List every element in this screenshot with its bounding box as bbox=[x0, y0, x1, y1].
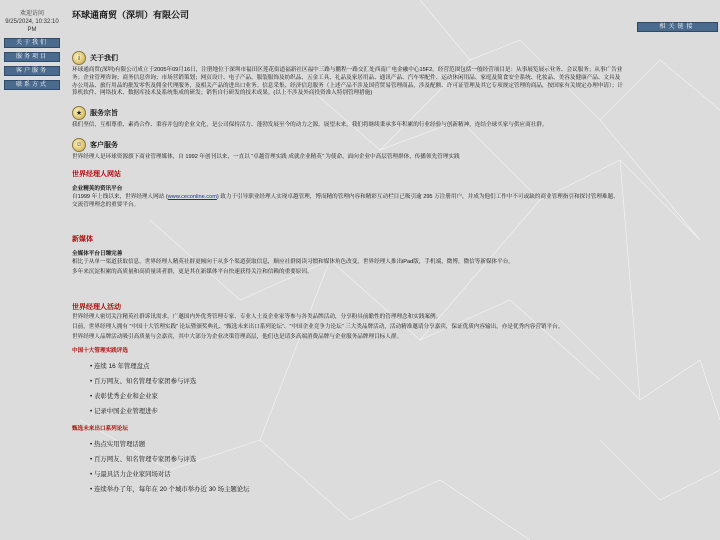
media-text-2: 多年来沉淀积累的高质量和高质量读者群，更是其在新媒体平台快速获得关注和信赖的重要原因。 bbox=[72, 269, 313, 276]
info-icon: i bbox=[72, 51, 86, 65]
left-nav bbox=[0, 38, 64, 90]
main-content bbox=[72, 8, 624, 497]
customer-title: 客户服务 bbox=[90, 141, 118, 149]
left-sidebar bbox=[0, 10, 64, 90]
nav-about-us[interactable]: 关于我们 bbox=[4, 38, 60, 48]
list-item: • 与最具活力企业家同场对话 bbox=[90, 467, 624, 482]
list-item: • 记录中国企业管理进步 bbox=[90, 404, 624, 419]
top10-title: 中国十大管理实践评选 bbox=[72, 348, 128, 355]
events-text-1: 世界经理人密切关注精英社群诉讯需求，广邀国内外优秀管理专家、专业人士及企业家等参与各类品牌活动，分享粉具前瞻性的管理理念和实践案例。 bbox=[72, 313, 442, 320]
website-text-before: 自1999 年上线以来，世界经理人网站 ( bbox=[72, 193, 168, 200]
welcome-datetime: 9/25/2024, 10:32:10 PM bbox=[5, 19, 59, 33]
list-item: • 百万网友、知名管理专家团参与评选 bbox=[90, 374, 624, 389]
media-title: 新媒体 bbox=[72, 236, 93, 244]
nav-customer-service[interactable]: 客户服务 bbox=[4, 66, 60, 76]
events-text-3: 世界经理人品牌活动吸引高质量与会嘉宾，其中大部分为企业决策管理高层，他们也是请多高端消费品牌与企业服务品牌理目标人群。 bbox=[72, 333, 403, 340]
list-item: • 热点实用管理话题 bbox=[90, 437, 624, 452]
website-text-after: ) 致力于引导职业经理人实现卓越管理，博而精的管理内容和精彩互动栏目已吸引逾 295 万注册用户，并成为他们工作中不可或缺的商业管理指引和探讨管理难题、交流管理理念的重要平台。 bbox=[72, 193, 619, 208]
service-section-header bbox=[72, 106, 624, 120]
events-text-2: 目前，世界经理人拥有 “中国十大管理实践” 论坛暨颁奖典礼、“甄选未来出口系列论坛”、“中国企业竞争力论坛” 三大类品牌活动，活动精准邀请分享嘉宾，保证优质内容输出，亦是优秀内容营销平台。 bbox=[72, 323, 564, 330]
service-title: 服务宗旨 bbox=[90, 110, 118, 118]
customer-text: 世界经理人是环球资源旗下商业管理媒体，自 1992 年创刊以来，一直以 “卓越管理实践 成就企业精英” 为使命，面向企业中高层管理群体，传播领先管理实践 bbox=[72, 153, 460, 160]
service-icon: ★ bbox=[72, 106, 86, 120]
website-subhead: 企业精英的资讯平台 bbox=[72, 185, 123, 192]
about-title: 关于我们 bbox=[90, 55, 118, 62]
related-links-button[interactable]: 相关链接 bbox=[637, 22, 718, 32]
about-section-header bbox=[72, 51, 624, 65]
company-name: 环球通商贸（深圳）有限公司 bbox=[72, 10, 190, 20]
nav-services[interactable]: 服务项目 bbox=[4, 52, 60, 62]
nav-contact[interactable]: 联系方式 bbox=[4, 80, 60, 90]
customer-section-header bbox=[72, 138, 624, 152]
welcome-title: 欢迎访问 bbox=[19, 11, 44, 17]
customer-icon: ☺ bbox=[72, 138, 86, 152]
top10-list bbox=[90, 359, 624, 419]
media-subhead: 全媒体平台日臻完善 bbox=[72, 251, 123, 258]
future-list bbox=[90, 437, 624, 497]
list-item: • 表彰优秀企业和企业家 bbox=[90, 389, 624, 404]
events-title: 世界经理人活动 bbox=[72, 303, 121, 311]
website-text bbox=[72, 194, 624, 210]
about-text: 环球通商贸(深圳)有限公司成立于2005年09月16日，注册地位于深圳市福田区莲花街道福新社区福中三路与鹏程一路交汇处西南广电金融中心15F2。经营范围包括一般经营项目是：从事展览展示业务、会议服务；从事广告业务；企业管理咨询；商务信息咨询；市场营销策划；网页设计、电子产品、服装服饰及纺织品、五金工具、礼品及家居用品、通讯产品、汽车零配件、运动休闲用品、家庭及简食安全系统、化妆品、美容及健康产品、文具及办公用品、旅行用品的批发零售及佣金代理服务，及相关产品的进出口业务。信息采集、经济信息服务（上述产品不涉及国营贸易管理商品，涉及配额、许可证管理及其它专项规定管理的商品，按国家有关规定办理申请）；计算机软件、网络技术、数据库技术及系统集成的研发；销售自行研发的技术成果。(以上不涉及外商投资准入特别管理措施) bbox=[72, 67, 623, 97]
ceconline-link[interactable]: www.ceconline.com bbox=[167, 193, 217, 200]
list-item: • 百万网友、知名管理专家团参与评选 bbox=[90, 452, 624, 467]
future-title: 甄选未来出口系列论坛 bbox=[72, 426, 128, 433]
list-item: • 连续举办了年，每年在 20 个城市举办近 30 场主题论坛 bbox=[90, 482, 624, 497]
website-title: 世界经理人网站 bbox=[72, 170, 121, 178]
list-item: • 连续 16 年管理盘点 bbox=[90, 359, 624, 374]
service-text: 我们坚信，互相尊重、素尚合作、秉容并包的企业文化，是公司保持活力、蓬勃发展至今的动力之源。展望未来，我们将继续秉承多年积累的行业经验与创新精神，连结全球买家与供应商社群。 bbox=[72, 122, 548, 129]
media-text-1: 相比于从单一渠道获取信息，世界经理人精英社群更倾向于从多个渠道获取信息，顺应社群阅读习惯和媒体角色改变，世界经理人推出iPad版，手机端，微博，微信等新媒体平台。 bbox=[72, 259, 514, 266]
